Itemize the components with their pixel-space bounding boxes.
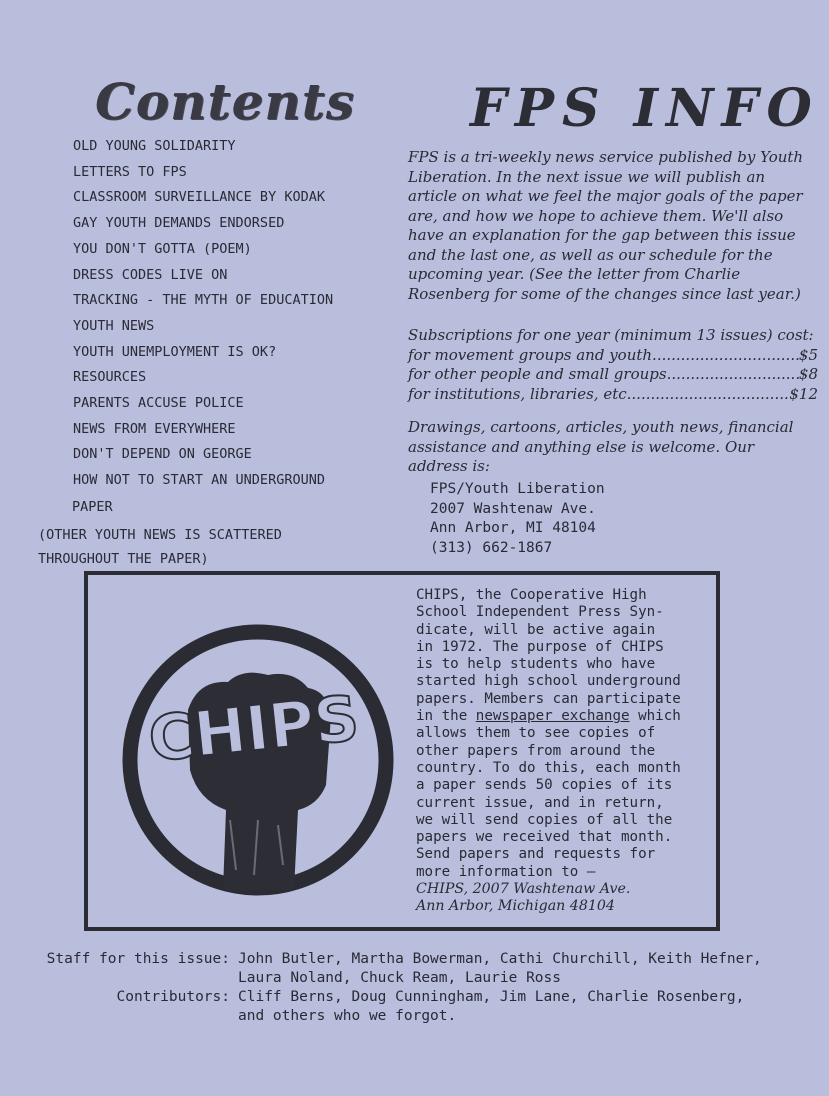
- chips-announcement-box: [84, 571, 720, 931]
- subscription-label: for movement groups and youth: [408, 345, 653, 364]
- welcome-paragraph: Drawings, cartoons, articles, youth news, financial assistance and anything else is welcome. Our address is:: [408, 418, 794, 475]
- subscription-label: for other people and small groups: [408, 365, 667, 383]
- fps-info-heading: FPS INFO: [470, 78, 820, 139]
- subscription-rate: [408, 346, 818, 366]
- chips-description: [416, 587, 716, 916]
- address-line: (313) 662-1867: [430, 539, 553, 556]
- toc-article-title: LETTERS TO FPS: [73, 163, 187, 180]
- welcome-block: [408, 418, 818, 477]
- intro-paragraph: FPS is a tri-weekly news service published by Youth Liberation. In the next issue we will publish an article on what we feel the major goals of the paper are, and how we hope to achieve them. We'll also have an explanation for the gap between this issue and the last one, as well as our schedule for the upcoming year. (See the letter from Charlie Rosenberg for some of the changes since last year.): [408, 148, 804, 303]
- toc-note-line-2: THROUGHOUT THE PAPER): [38, 551, 209, 567]
- toc-article-title: PARENTS ACCUSE POLICE: [73, 395, 244, 411]
- subscription-rate: [408, 385, 818, 405]
- subscription-label: for institutions, libraries, etc: [408, 384, 627, 403]
- fps-address: [430, 480, 605, 558]
- newspaper-exchange-link[interactable]: newspaper exchange: [475, 708, 630, 725]
- subscriptions-block: [408, 326, 818, 404]
- subscription-price: $12: [789, 384, 818, 403]
- toc-article-title: RESOURCES: [73, 369, 147, 386]
- chips-address-line-1: CHIPS, 2007 Washtenaw Ave.: [416, 881, 631, 898]
- contributors-label: Contributors:: [116, 989, 230, 1005]
- address-line: Ann Arbor, MI 48104: [430, 520, 596, 536]
- chips-fist-logo: [118, 620, 398, 900]
- toc-note-line-1: (OTHER YOUTH NEWS IS SCATTERED: [38, 527, 282, 543]
- toc-article-title: DON'T DEPEND ON GEORGE: [73, 446, 252, 463]
- toc-article-title: YOUTH UNEMPLOYMENT IS OK?: [73, 343, 277, 360]
- subscription-price: $5: [798, 345, 818, 364]
- chips-logo-text: CHIPS: [145, 681, 363, 776]
- chips-body-text-cont: which allows them to see copies of other papers from around the country. To do this, each month a paper sends 50 copies of its current issue, and in return, we will send copies of all the papers we received that month. Send papers and requests for more information to —: [416, 708, 681, 880]
- address-line: FPS/Youth Liberation: [430, 481, 605, 497]
- toc-article-title: DRESS CODES LIVE ON: [73, 266, 228, 283]
- staff-credits: [44, 950, 778, 1026]
- toc-article-title: HOW NOT TO START AN UNDERGROUND: [73, 472, 325, 489]
- subscriptions-heading: Subscriptions for one year (minimum 13 issues) cost:: [408, 326, 814, 344]
- contributors-names: Cliff Berns, Doug Cunningham, Jim Lane, Charlie Rosenberg, and others who we forgot.: [238, 989, 745, 1024]
- leader-dots: [627, 385, 790, 405]
- toc-article-title: NEWS FROM EVERYWHERE: [73, 420, 236, 437]
- staff-names: John Butler, Martha Bowerman, Cathi Churchill, Keith Hefner, Laura Noland, Chuck Ream, Laurie Ross: [238, 951, 762, 986]
- contents-heading: Contents: [95, 72, 356, 131]
- staff-label: Staff for this issue:: [46, 951, 230, 967]
- toc-article-title: OLD YOUNG SOLIDARITY: [73, 138, 236, 154]
- leader-dots: [667, 365, 799, 385]
- toc-article-title: YOUTH NEWS: [73, 317, 155, 334]
- toc-article-title: GAY YOUTH DEMANDS ENDORSED: [73, 215, 285, 232]
- toc-article-title: CLASSROOM SURVEILLANCE BY KODAK: [73, 189, 325, 206]
- chips-body-text: CHIPS, the Cooperative High School Independent Press Syn- dicate, will be active again in 1972. The purpose of CHIPS is to help students who have started high school underground papers. Members can participate in the: [416, 587, 681, 725]
- address-line: 2007 Washtenaw Ave.: [430, 500, 596, 517]
- fps-info-intro: [408, 148, 818, 304]
- toc-continuation: PAPER: [72, 499, 113, 515]
- leader-dots: [652, 346, 799, 366]
- toc-article-title: TRACKING - THE MYTH OF EDUCATION: [73, 292, 334, 309]
- subscription-price: $8: [798, 365, 818, 383]
- subscription-rate: [408, 365, 818, 385]
- chips-address-line-2: Ann Arbor, Michigan 48104: [416, 898, 615, 915]
- toc-article-title: YOU DON'T GOTTA (POEM): [73, 240, 252, 257]
